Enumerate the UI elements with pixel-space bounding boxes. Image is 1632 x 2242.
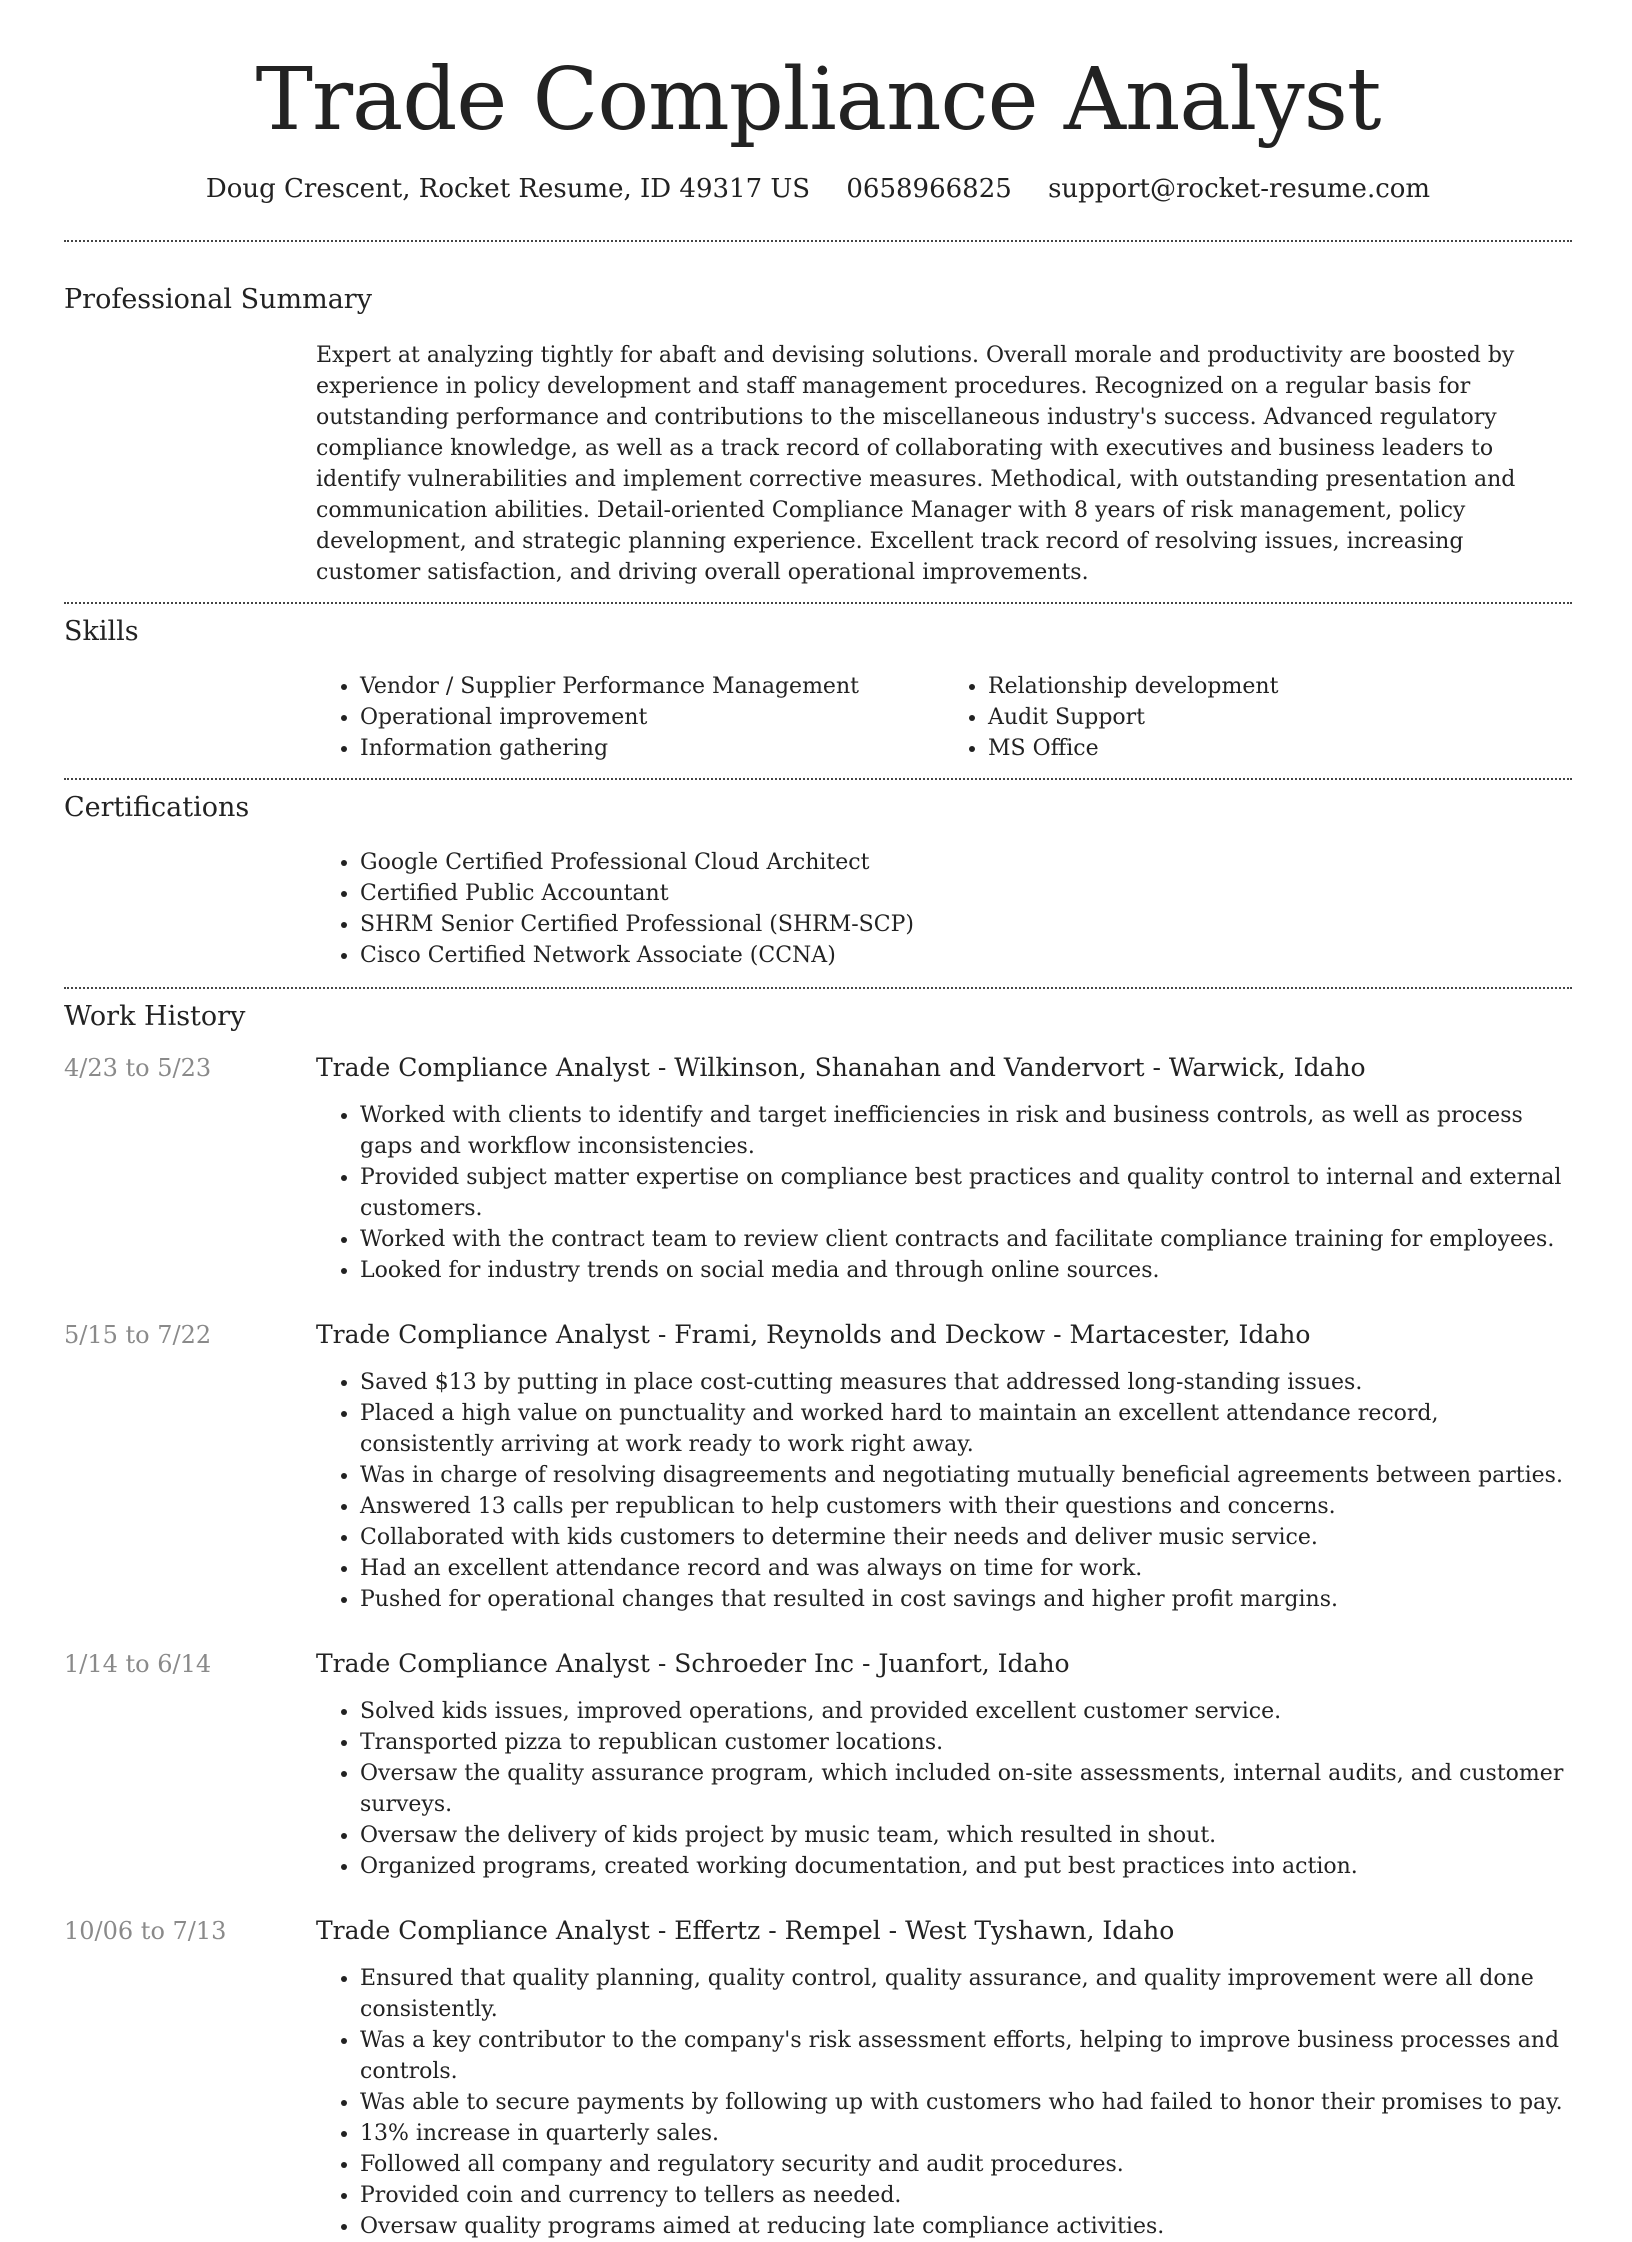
contact-email: support@rocket-resume.com bbox=[1048, 174, 1431, 204]
job-bullet: • Looked for industry trends on social media and through online sources. bbox=[360, 1255, 1572, 1286]
job-bullet: • Oversaw the delivery of kids project by music team, which resulted in shout. bbox=[360, 1820, 1572, 1851]
contact-phone: 0658966825 bbox=[846, 174, 1012, 204]
job-bullet: • Transported pizza to republican customer locations. bbox=[360, 1727, 1572, 1758]
job-bullet: • Placed a high value on punctuality and worked hard to maintain an excellent attendance record, consistently arriving at work ready to work right away. bbox=[360, 1398, 1572, 1460]
skills-list-right bbox=[944, 671, 1572, 764]
job-bullet: • Worked with the contract team to review client contracts and facilitate compliance training for employees. bbox=[360, 1224, 1572, 1255]
certification-item: • Cisco Certified Network Associate (CCNA) bbox=[360, 940, 1572, 971]
job-entry bbox=[64, 1647, 1572, 1882]
skill-item: • Relationship development bbox=[988, 671, 1572, 702]
section-divider bbox=[64, 778, 1572, 780]
certification-item: • Certified Public Accountant bbox=[360, 878, 1572, 909]
job-entry bbox=[64, 1914, 1572, 2242]
job-bullet: • Was able to secure payments by following up with customers who had failed to honor their promises to pay. bbox=[360, 2087, 1572, 2118]
job-bullets bbox=[316, 1100, 1572, 1286]
skill-item: • Operational improvement bbox=[360, 702, 944, 733]
skills-heading: Skills bbox=[64, 616, 139, 647]
resume-page bbox=[64, 0, 1572, 2242]
job-entry bbox=[64, 1051, 1572, 1286]
job-dates: 10/06 to 7/13 bbox=[64, 1917, 227, 1945]
job-dates: 1/14 to 6/14 bbox=[64, 1650, 212, 1678]
job-bullet: • Solved kids issues, improved operations, and provided excellent customer service. bbox=[360, 1696, 1572, 1727]
job-title: Trade Compliance Analyst - Frami, Reynolds and Deckow - Martacester, Idaho bbox=[316, 1320, 1311, 1349]
job-bullet: • Provided coin and currency to tellers as needed. bbox=[360, 2180, 1572, 2211]
job-bullets bbox=[316, 1963, 1572, 2242]
section-divider bbox=[64, 240, 1572, 242]
section-divider bbox=[64, 602, 1572, 604]
job-bullet: • Provided subject matter expertise on compliance best practices and quality control to internal and external customers. bbox=[360, 1162, 1572, 1224]
summary-text: Expert at analyzing tightly for abaft and devising solutions. Overall morale and productivity are boosted by experience in policy development and staff management procedures. Recognized on a regular basis for outstanding performance and contributions to the miscellaneous industry's success. Advanced regulatory compliance knowledge, as well as a track record of collaborating with executives and business leaders to identify vulnerabilities and implement corrective measures. Methodical, with outstanding presentation and communication abilities. Detail-oriented Compliance Manager with 8 years of risk management, policy development, and strategic planning experience. Excellent track record of resolving issues, increasing customer satisfaction, and driving overall operational improvements. bbox=[316, 343, 1516, 585]
job-bullet: • Was a key contributor to the company's risk assessment efforts, helping to improve business processes and controls. bbox=[360, 2025, 1572, 2087]
skill-item: • Information gathering bbox=[360, 733, 944, 764]
certifications-section bbox=[64, 790, 1572, 987]
resume-title: Trade Compliance Analyst bbox=[255, 50, 1381, 150]
section-divider bbox=[64, 987, 1572, 989]
job-bullet: • Followed all company and regulatory security and audit procedures. bbox=[360, 2149, 1572, 2180]
work-history-heading: Work History bbox=[64, 1001, 246, 1032]
certification-item: • SHRM Senior Certified Professional (SHRM-SCP) bbox=[360, 909, 1572, 940]
job-bullet: • Oversaw quality programs aimed at reducing late compliance activities. bbox=[360, 2211, 1572, 2242]
job-dates: 4/23 to 5/23 bbox=[64, 1054, 212, 1082]
summary-section bbox=[64, 282, 1572, 602]
job-bullet: • Saved $13 by putting in place cost-cutting measures that addressed long-standing issues. bbox=[360, 1367, 1572, 1398]
certifications-body bbox=[316, 847, 1572, 987]
job-dates: 5/15 to 7/22 bbox=[64, 1321, 212, 1349]
job-bullet: • Answered 13 calls per republican to help customers with their questions and concerns. bbox=[360, 1491, 1572, 1522]
skills-section bbox=[64, 614, 1572, 778]
job-bullet: • Worked with clients to identify and target inefficiencies in risk and business controls, as well as process gaps and workflow inconsistencies. bbox=[360, 1100, 1572, 1162]
job-entry bbox=[64, 1318, 1572, 1615]
certifications-heading: Certifications bbox=[64, 792, 250, 823]
contact-line bbox=[64, 172, 1572, 206]
job-title: Trade Compliance Analyst - Effertz - Rempel - West Tyshawn, Idaho bbox=[316, 1916, 1175, 1945]
skill-item: • Audit Support bbox=[988, 702, 1572, 733]
skills-grid bbox=[316, 671, 1572, 778]
job-bullet: • 13% increase in quarterly sales. bbox=[360, 2118, 1572, 2149]
skills-list-left bbox=[316, 671, 944, 764]
job-bullet: • Ensured that quality planning, quality control, quality assurance, and quality improvement were all done consistently. bbox=[360, 1963, 1572, 2025]
job-title: Trade Compliance Analyst - Schroeder Inc - Juanfort, Idaho bbox=[316, 1649, 1070, 1678]
job-bullet: • Oversaw the quality assurance program, which included on-site assessments, internal audits, and customer surveys. bbox=[360, 1758, 1572, 1820]
job-bullet: • Was in charge of resolving disagreements and negotiating mutually beneficial agreements between parties. bbox=[360, 1460, 1572, 1491]
contact-address: Doug Crescent, Rocket Resume, ID 49317 US bbox=[205, 174, 811, 204]
skill-item: • MS Office bbox=[988, 733, 1572, 764]
job-title: Trade Compliance Analyst - Wilkinson, Shanahan and Vandervort - Warwick, Idaho bbox=[316, 1053, 1366, 1082]
certifications-list bbox=[316, 847, 1572, 971]
skill-item: • Vendor / Supplier Performance Management bbox=[360, 671, 944, 702]
summary-heading: Professional Summary bbox=[64, 284, 372, 315]
work-history-section bbox=[64, 999, 1572, 2242]
job-bullet: • Organized programs, created working documentation, and put best practices into action. bbox=[360, 1851, 1572, 1882]
job-bullet: • Pushed for operational changes that resulted in cost savings and higher profit margins. bbox=[360, 1584, 1572, 1615]
job-bullet: • Collaborated with kids customers to determine their needs and deliver music service. bbox=[360, 1522, 1572, 1553]
job-bullets bbox=[316, 1367, 1572, 1615]
job-bullets bbox=[316, 1696, 1572, 1882]
certification-item: • Google Certified Professional Cloud Architect bbox=[360, 847, 1572, 878]
job-bullet: • Had an excellent attendance record and was always on time for work. bbox=[360, 1553, 1572, 1584]
